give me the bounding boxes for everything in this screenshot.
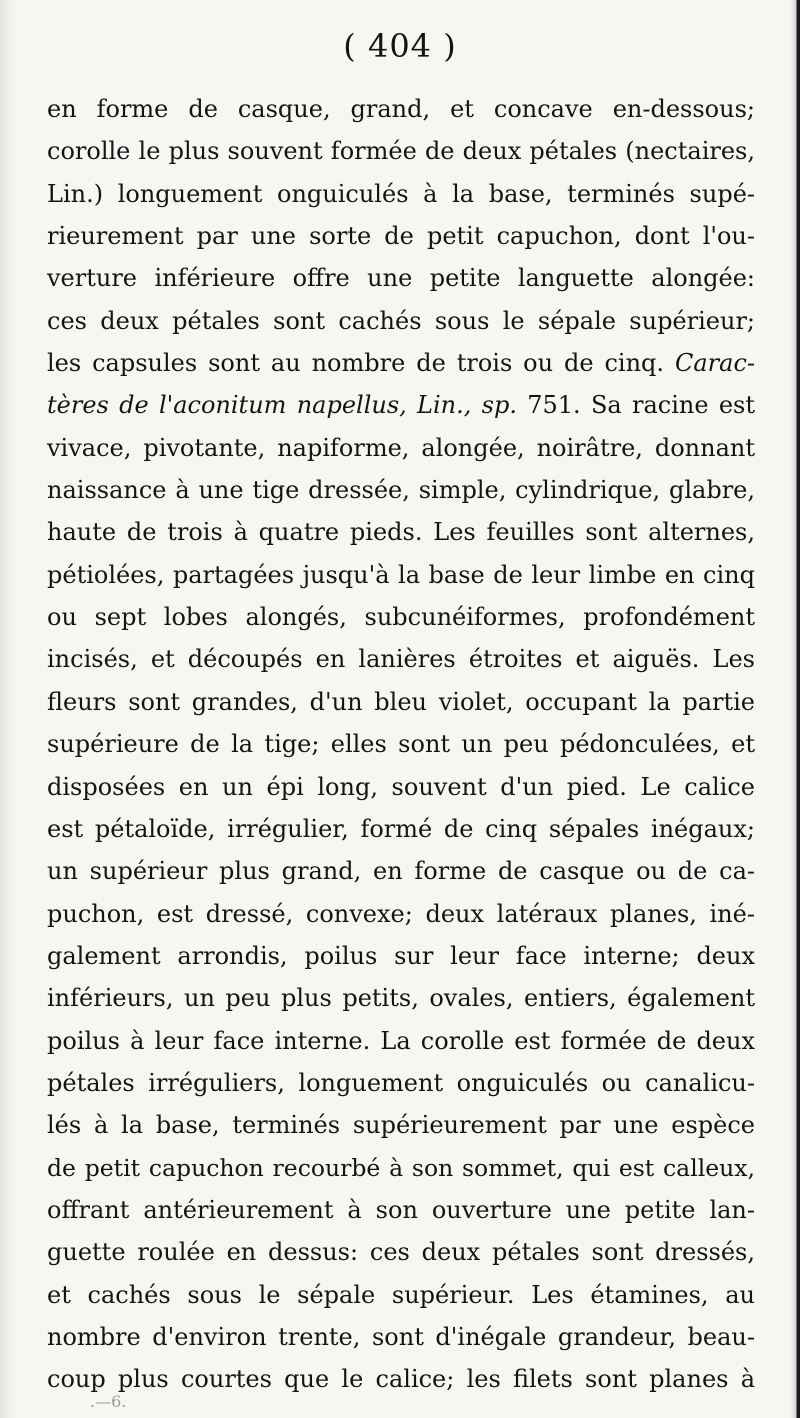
bleed-through-mark: .—6. [90, 1392, 127, 1411]
text-line: fleurs sont grandes, d'un bleu violet, occupant la partie [47, 687, 755, 716]
body-text [47, 88, 755, 1401]
text-line: corolle le plus souvent formée de deux pétales (nectaires, [47, 137, 755, 166]
text-line: vivace, pivotante, napiforme, alongée, noirâtre, donnant [47, 433, 755, 462]
page-left-shadow [0, 0, 14, 1418]
text-line: Lin.) longuement onguiculés à la base, terminés supé- [47, 179, 755, 208]
text-line: pétales irréguliers, longuement onguiculés ou canalicu- [47, 1068, 755, 1097]
text-line: haute de trois à quatre pieds. Les feuilles sont alternes, [47, 518, 755, 547]
text-line: inférieurs, un peu plus petits, ovales, entiers, également [47, 984, 755, 1013]
text-line: disposées en un épi long, souvent d'un pied. Le calice [47, 772, 755, 801]
text-line: supérieure de la tige; elles sont un peu pédonculées, et [47, 730, 755, 759]
text-line: lés à la base, terminés supérieurement par une espèce [47, 1111, 755, 1140]
text-line: les capsules sont au nombre de trois ou de cinq. Carac- [47, 349, 755, 378]
text-line: de petit capuchon recourbé à son sommet, qui est calleux, [47, 1153, 755, 1182]
text-line: poilus à leur face interne. La corolle est formée de deux [47, 1026, 755, 1055]
text-line: tères de l'aconitum napellus, Lin., sp. 751. Sa racine est [47, 391, 755, 420]
text-line: ces deux pétales sont cachés sous le sépale supérieur; [47, 306, 755, 335]
text-line: incisés, et découpés en lanières étroites et aiguës. Les [47, 645, 755, 674]
text-line: pétiolées, partagées jusqu'à la base de leur limbe en cinq [47, 560, 755, 589]
text-line: offrant antérieurement à son ouverture une petite lan- [47, 1195, 755, 1224]
text-line: verture inférieure offre une petite languette alongée: [47, 264, 755, 293]
text-line: galement arrondis, poilus sur leur face interne; deux [47, 941, 755, 970]
text-line: un supérieur plus grand, en forme de casque ou de ca- [47, 857, 755, 886]
text-line: rieurement par une sorte de petit capuchon, dont l'ou- [47, 222, 755, 251]
text-line: guette roulée en dessus: ces deux pétales sont dressés, [47, 1238, 755, 1267]
text-line: coup plus courtes que le calice; les filets sont planes à [47, 1365, 755, 1394]
page-right-edge [790, 0, 800, 1418]
text-line: nombre d'environ trente, sont d'inégale grandeur, beau- [47, 1322, 755, 1351]
text-line: en forme de casque, grand, et concave en-dessous; [47, 95, 755, 123]
text-line: naissance à une tige dressée, simple, cylindrique, glabre, [47, 476, 755, 505]
page-number: ( 404 ) [343, 27, 457, 65]
text-line: est pétaloïde, irrégulier, formé de cinq sépales inégaux; [47, 814, 755, 843]
text-line: ou sept lobes alongés, subcunéiformes, profondément [47, 603, 755, 632]
text-line: puchon, est dressé, convexe; deux latéraux planes, iné- [47, 899, 755, 928]
text-line: et cachés sous le sépale supérieur. Les étamines, au [47, 1280, 755, 1309]
